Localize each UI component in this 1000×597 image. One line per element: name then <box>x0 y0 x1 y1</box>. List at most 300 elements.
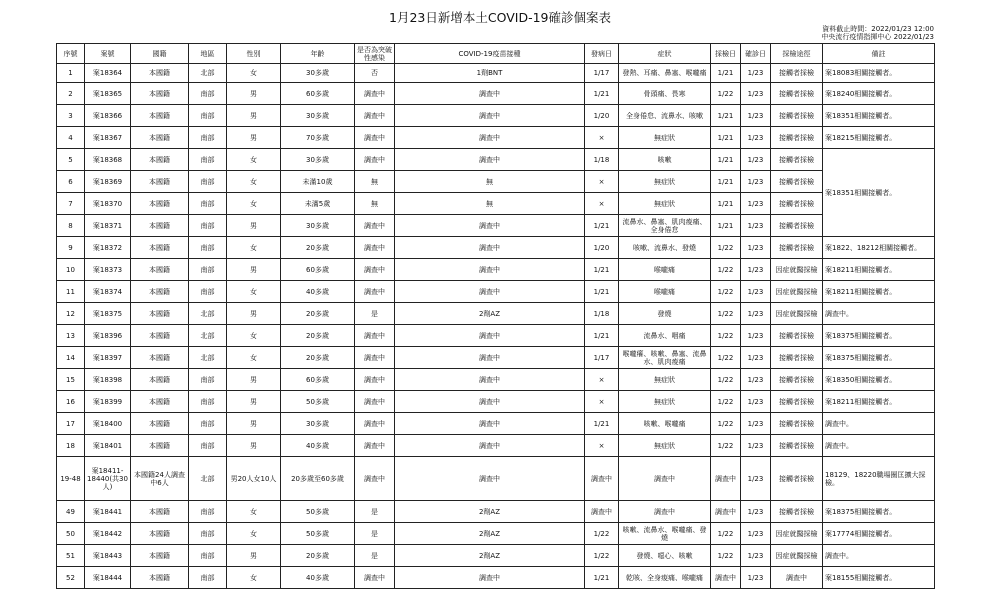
cell-note: 案18211相關接觸者。 <box>823 281 935 303</box>
cell-conf: 1/23 <box>741 435 771 457</box>
cell-conf: 1/23 <box>741 259 771 281</box>
table-header-row <box>57 44 935 64</box>
cell-test: 1/21 <box>711 193 741 215</box>
cell-age: 50多歲 <box>281 523 355 545</box>
cell-sex: 男 <box>227 369 281 391</box>
cell-conf: 1/23 <box>741 303 771 325</box>
cell-area: 南部 <box>189 369 227 391</box>
cell-area: 南部 <box>189 127 227 149</box>
cell-case: 案18371 <box>85 215 131 237</box>
cell-vac: 調查中 <box>395 325 585 347</box>
cell-vac: 調查中 <box>395 567 585 589</box>
cell-conf: 1/23 <box>741 325 771 347</box>
cell-bt: 調查中 <box>355 215 395 237</box>
cell-area: 南部 <box>189 567 227 589</box>
cell-route: 因症就醫採檢 <box>771 545 823 567</box>
cell-sex: 女 <box>227 325 281 347</box>
cell-case: 案18365 <box>85 83 131 105</box>
cell-onset: 1/20 <box>585 237 619 259</box>
cell-conf: 1/23 <box>741 105 771 127</box>
cell-age: 20多歲 <box>281 303 355 325</box>
cell-onset: × <box>585 171 619 193</box>
column-header: 採檢途徑 <box>771 44 823 64</box>
cell-sex: 男 <box>227 545 281 567</box>
cell-sex: 男 <box>227 105 281 127</box>
cell-case: 案18367 <box>85 127 131 149</box>
cell-no: 12 <box>57 303 85 325</box>
cell-nat: 本國籍 <box>131 83 189 105</box>
cell-no: 5 <box>57 149 85 171</box>
cell-area: 南部 <box>189 237 227 259</box>
cell-sym: 流鼻水、鼻塞、肌肉痠痛、全身倦怠 <box>619 215 711 237</box>
cell-area: 南部 <box>189 523 227 545</box>
table-row <box>57 501 935 523</box>
cell-sex: 男 <box>227 391 281 413</box>
cell-nat: 本國籍 <box>131 171 189 193</box>
cell-age: 40多歲 <box>281 435 355 457</box>
cell-area: 南部 <box>189 259 227 281</box>
cell-vac: 2劑AZ <box>395 523 585 545</box>
cell-no: 1 <box>57 64 85 83</box>
cell-case: 案18411-18440(共30人) <box>85 457 131 501</box>
cell-bt: 調查中 <box>355 83 395 105</box>
cell-route: 接觸者採檢 <box>771 369 823 391</box>
cell-bt: 是 <box>355 523 395 545</box>
cell-vac: 調查中 <box>395 281 585 303</box>
cell-sym: 咳嗽、流鼻水、發燒 <box>619 237 711 259</box>
cell-area: 北部 <box>189 303 227 325</box>
cell-bt: 調查中 <box>355 149 395 171</box>
cell-vac: 調查中 <box>395 105 585 127</box>
cell-area: 北部 <box>189 457 227 501</box>
cell-vac: 調查中 <box>395 237 585 259</box>
cell-sex: 男 <box>227 215 281 237</box>
cell-sym: 發熱、耳痛、鼻塞、喉嚨痛 <box>619 64 711 83</box>
cell-onset: 1/18 <box>585 303 619 325</box>
table-row <box>57 567 935 589</box>
cell-no: 18 <box>57 435 85 457</box>
cell-conf: 1/23 <box>741 391 771 413</box>
cell-test: 調查中 <box>711 501 741 523</box>
cell-sex: 女 <box>227 149 281 171</box>
cell-onset: 1/18 <box>585 149 619 171</box>
cell-note: 調查中。 <box>823 413 935 435</box>
cell-no: 7 <box>57 193 85 215</box>
cell-age: 30多歲 <box>281 64 355 83</box>
cell-case: 案18375 <box>85 303 131 325</box>
cell-note: 案17774相關接觸者。 <box>823 523 935 545</box>
cell-vac: 無 <box>395 171 585 193</box>
cell-vac: 調查中 <box>395 457 585 501</box>
cell-onset: 1/21 <box>585 413 619 435</box>
cell-case: 案18368 <box>85 149 131 171</box>
table-row <box>57 127 935 149</box>
cell-no: 15 <box>57 369 85 391</box>
cell-case: 案18373 <box>85 259 131 281</box>
cell-sym: 調查中 <box>619 501 711 523</box>
cell-note: 案18211相關接觸者。 <box>823 259 935 281</box>
cell-route: 接觸者採檢 <box>771 149 823 171</box>
cell-case: 案18372 <box>85 237 131 259</box>
cell-nat: 本國籍 <box>131 369 189 391</box>
cell-vac: 調查中 <box>395 259 585 281</box>
cell-vac: 2劑AZ <box>395 545 585 567</box>
cell-no: 49 <box>57 501 85 523</box>
cell-nat: 本國籍 <box>131 105 189 127</box>
cell-age: 50多歲 <box>281 391 355 413</box>
cell-bt: 否 <box>355 64 395 83</box>
cell-onset: 調查中 <box>585 457 619 501</box>
cell-route: 接觸者採檢 <box>771 237 823 259</box>
cell-case: 案18398 <box>85 369 131 391</box>
cell-note: 調查中。 <box>823 303 935 325</box>
cell-test: 1/22 <box>711 259 741 281</box>
table-row <box>57 281 935 303</box>
cell-area: 南部 <box>189 281 227 303</box>
cell-nat: 本國籍 <box>131 127 189 149</box>
cell-sex: 男 <box>227 83 281 105</box>
table-row <box>57 303 935 325</box>
cell-route: 接觸者採檢 <box>771 127 823 149</box>
cell-area: 北部 <box>189 325 227 347</box>
cell-bt: 調查中 <box>355 127 395 149</box>
cell-sex: 女 <box>227 567 281 589</box>
cell-test: 1/21 <box>711 149 741 171</box>
cell-route: 接觸者採檢 <box>771 105 823 127</box>
column-header: 性別 <box>227 44 281 64</box>
cell-sym: 無症狀 <box>619 171 711 193</box>
cell-no: 17 <box>57 413 85 435</box>
cell-route: 接觸者採檢 <box>771 83 823 105</box>
cell-route: 因症就醫採檢 <box>771 259 823 281</box>
cell-age: 20多歲 <box>281 347 355 369</box>
cell-sym: 喉嚨痛 <box>619 281 711 303</box>
cell-note: 案18155相關接觸者。 <box>823 567 935 589</box>
cell-test: 1/22 <box>711 369 741 391</box>
table-row <box>57 64 935 83</box>
cell-bt: 是 <box>355 303 395 325</box>
table-row <box>57 347 935 369</box>
cell-conf: 1/23 <box>741 215 771 237</box>
table-row <box>57 369 935 391</box>
cell-route: 調查中 <box>771 567 823 589</box>
cell-bt: 調查中 <box>355 259 395 281</box>
table-row <box>57 237 935 259</box>
cell-nat: 本國籍 <box>131 259 189 281</box>
cell-route: 接觸者採檢 <box>771 171 823 193</box>
cell-case: 案18369 <box>85 171 131 193</box>
table-row <box>57 149 935 171</box>
cell-age: 40多歲 <box>281 281 355 303</box>
cell-sex: 女 <box>227 237 281 259</box>
cell-test: 1/22 <box>711 237 741 259</box>
cell-nat: 本國籍 <box>131 64 189 83</box>
cell-sex: 男 <box>227 303 281 325</box>
cell-no: 6 <box>57 171 85 193</box>
cell-conf: 1/23 <box>741 171 771 193</box>
cell-note: 案18083相關接觸者。 <box>823 64 935 83</box>
column-header: 確診日 <box>741 44 771 64</box>
cell-no: 50 <box>57 523 85 545</box>
cell-conf: 1/23 <box>741 149 771 171</box>
cell-onset: × <box>585 369 619 391</box>
cell-nat: 本國籍 <box>131 567 189 589</box>
cell-no: 16 <box>57 391 85 413</box>
cell-sym: 咳嗽、喉嚨痛 <box>619 413 711 435</box>
cell-area: 北部 <box>189 347 227 369</box>
cell-note: 案18375相關接觸者。 <box>823 325 935 347</box>
cell-route: 接觸者採檢 <box>771 347 823 369</box>
cell-sym: 無症狀 <box>619 435 711 457</box>
cell-test: 1/22 <box>711 83 741 105</box>
cell-area: 南部 <box>189 105 227 127</box>
cell-case: 案18441 <box>85 501 131 523</box>
cell-sex: 女 <box>227 64 281 83</box>
column-header: 序號 <box>57 44 85 64</box>
table-row <box>57 413 935 435</box>
cell-test: 1/22 <box>711 391 741 413</box>
cell-route: 接觸者採檢 <box>771 501 823 523</box>
column-header: 備註 <box>823 44 935 64</box>
cell-conf: 1/23 <box>741 457 771 501</box>
cell-bt: 調查中 <box>355 369 395 391</box>
cell-vac: 2劑AZ <box>395 501 585 523</box>
cell-nat: 本國籍 <box>131 325 189 347</box>
cell-route: 接觸者採檢 <box>771 64 823 83</box>
cell-bt: 調查中 <box>355 105 395 127</box>
cell-sex: 女 <box>227 523 281 545</box>
cell-no: 4 <box>57 127 85 149</box>
cell-age: 30多歲 <box>281 149 355 171</box>
cell-area: 南部 <box>189 83 227 105</box>
cell-sym: 喉嚨癢、咳嗽、鼻塞、流鼻水、肌肉痠痛 <box>619 347 711 369</box>
cell-vac: 調查中 <box>395 435 585 457</box>
cell-sym: 無症狀 <box>619 193 711 215</box>
cell-age: 20多歲 <box>281 325 355 347</box>
cell-onset: 1/22 <box>585 523 619 545</box>
cell-route: 接觸者採檢 <box>771 325 823 347</box>
cell-conf: 1/23 <box>741 413 771 435</box>
cell-onset: 1/21 <box>585 83 619 105</box>
cell-note: 案18240相關接觸者。 <box>823 83 935 105</box>
cell-case: 案18370 <box>85 193 131 215</box>
cell-test: 1/22 <box>711 523 741 545</box>
table-row <box>57 215 935 237</box>
cell-onset: 1/21 <box>585 259 619 281</box>
cell-onset: 1/22 <box>585 545 619 567</box>
cell-bt: 調查中 <box>355 457 395 501</box>
cell-test: 1/22 <box>711 325 741 347</box>
cell-test: 1/21 <box>711 171 741 193</box>
table-row <box>57 259 935 281</box>
cell-vac: 調查中 <box>395 391 585 413</box>
cell-bt: 調查中 <box>355 237 395 259</box>
cell-age: 30多歲 <box>281 105 355 127</box>
case-table <box>56 43 935 589</box>
cell-conf: 1/23 <box>741 347 771 369</box>
column-header: COVID-19疫苗接種 <box>395 44 585 64</box>
cell-sym: 無症狀 <box>619 127 711 149</box>
cell-bt: 是 <box>355 545 395 567</box>
cell-route: 接觸者採檢 <box>771 193 823 215</box>
cell-sym: 調查中 <box>619 457 711 501</box>
cell-age: 20多歲至60多歲 <box>281 457 355 501</box>
cell-test: 1/21 <box>711 215 741 237</box>
cell-sex: 男 <box>227 435 281 457</box>
cell-area: 南部 <box>189 215 227 237</box>
page-title: 1月23日新增本土COVID-19確診個案表 <box>389 10 611 25</box>
cell-sym: 流鼻水、咽痛 <box>619 325 711 347</box>
cell-route: 接觸者採檢 <box>771 457 823 501</box>
cell-case: 案18400 <box>85 413 131 435</box>
cell-sym: 骨頭痛、畏寒 <box>619 83 711 105</box>
cell-onset: × <box>585 127 619 149</box>
cell-no: 3 <box>57 105 85 127</box>
cell-nat: 本國籍 <box>131 237 189 259</box>
cell-vac: 2劑AZ <box>395 303 585 325</box>
cell-sex: 男 <box>227 127 281 149</box>
table-row <box>57 171 935 193</box>
cell-test: 1/22 <box>711 347 741 369</box>
cell-note-merged: 案18351相關接觸者。 <box>823 149 935 237</box>
cell-vac: 調查中 <box>395 369 585 391</box>
cell-note: 案18375相關接觸者。 <box>823 501 935 523</box>
cell-nat: 本國籍 <box>131 303 189 325</box>
cell-area: 北部 <box>189 64 227 83</box>
cell-vac: 調查中 <box>395 127 585 149</box>
cell-case: 案18443 <box>85 545 131 567</box>
cell-bt: 是 <box>355 501 395 523</box>
cell-area: 南部 <box>189 149 227 171</box>
cell-note: 調查中。 <box>823 435 935 457</box>
table-row <box>57 83 935 105</box>
cell-route: 因症就醫採檢 <box>771 281 823 303</box>
cell-age: 20多歲 <box>281 545 355 567</box>
cell-no: 9 <box>57 237 85 259</box>
cell-sex: 女 <box>227 281 281 303</box>
cell-test: 1/21 <box>711 105 741 127</box>
cell-area: 南部 <box>189 193 227 215</box>
cell-age: 30多歲 <box>281 215 355 237</box>
cell-no: 13 <box>57 325 85 347</box>
cell-sym: 發燒、噁心、咳嗽 <box>619 545 711 567</box>
cell-conf: 1/23 <box>741 369 771 391</box>
cell-conf: 1/23 <box>741 83 771 105</box>
table-row <box>57 523 935 545</box>
cell-bt: 調查中 <box>355 413 395 435</box>
cell-sym: 發燒 <box>619 303 711 325</box>
table-row <box>57 105 935 127</box>
cell-conf: 1/23 <box>741 237 771 259</box>
table-row <box>57 457 935 501</box>
cell-age: 未滿5歲 <box>281 193 355 215</box>
cell-sex: 男 <box>227 259 281 281</box>
cell-bt: 無 <box>355 171 395 193</box>
cell-area: 南部 <box>189 545 227 567</box>
column-header: 採檢日 <box>711 44 741 64</box>
data-cutoff-time: 資料截止時間：2022/01/23 12:00 <box>822 25 934 33</box>
table-row <box>57 193 935 215</box>
cell-case: 案18374 <box>85 281 131 303</box>
cell-case: 案18366 <box>85 105 131 127</box>
cell-onset: 1/21 <box>585 281 619 303</box>
cell-note: 案18351相關接觸者。 <box>823 105 935 127</box>
cell-nat: 本國籍 <box>131 281 189 303</box>
cell-route: 接觸者採檢 <box>771 413 823 435</box>
cell-onset: 1/21 <box>585 215 619 237</box>
cell-case: 案18396 <box>85 325 131 347</box>
cell-note: 案1822、18212相關接觸者。 <box>823 237 935 259</box>
cell-sym: 無症狀 <box>619 369 711 391</box>
column-header: 案號 <box>85 44 131 64</box>
cell-age: 70多歲 <box>281 127 355 149</box>
column-header: 症狀 <box>619 44 711 64</box>
cell-conf: 1/23 <box>741 281 771 303</box>
cell-test: 1/22 <box>711 303 741 325</box>
cell-vac: 無 <box>395 193 585 215</box>
cell-test: 調查中 <box>711 567 741 589</box>
cell-test: 1/22 <box>711 413 741 435</box>
cell-onset: × <box>585 391 619 413</box>
cell-no: 19-48 <box>57 457 85 501</box>
cell-case: 案18397 <box>85 347 131 369</box>
cell-nat: 本國籍 <box>131 215 189 237</box>
cell-route: 因症就醫採檢 <box>771 303 823 325</box>
cell-nat: 本國籍 <box>131 413 189 435</box>
cell-sex: 女 <box>227 193 281 215</box>
cell-sex: 女 <box>227 501 281 523</box>
cell-nat: 本國籍 <box>131 391 189 413</box>
cell-vac: 調查中 <box>395 215 585 237</box>
cell-area: 南部 <box>189 391 227 413</box>
cell-bt: 無 <box>355 193 395 215</box>
cell-bt: 調查中 <box>355 435 395 457</box>
cell-conf: 1/23 <box>741 193 771 215</box>
cell-onset: 1/21 <box>585 325 619 347</box>
cell-no: 51 <box>57 545 85 567</box>
cell-sex: 女 <box>227 347 281 369</box>
cell-age: 40多歲 <box>281 567 355 589</box>
cell-age: 20多歲 <box>281 237 355 259</box>
cell-onset: 1/17 <box>585 64 619 83</box>
cell-route: 接觸者採檢 <box>771 215 823 237</box>
cell-sym: 咳嗽、流鼻水、喉嚨痛、發燒 <box>619 523 711 545</box>
cell-note: 案18215相關接觸者。 <box>823 127 935 149</box>
cell-sym: 喉嚨痛 <box>619 259 711 281</box>
cell-nat: 本國籍 <box>131 523 189 545</box>
cell-test: 1/22 <box>711 545 741 567</box>
cell-nat: 本國籍 <box>131 545 189 567</box>
cell-age: 60多歲 <box>281 83 355 105</box>
table-body <box>57 64 935 589</box>
table-row <box>57 435 935 457</box>
cell-age: 30多歲 <box>281 413 355 435</box>
cell-area: 南部 <box>189 501 227 523</box>
cell-onset: 調查中 <box>585 501 619 523</box>
cell-route: 接觸者採檢 <box>771 391 823 413</box>
cell-conf: 1/23 <box>741 64 771 83</box>
table-row <box>57 545 935 567</box>
cell-no: 14 <box>57 347 85 369</box>
cell-vac: 調查中 <box>395 347 585 369</box>
cell-age: 60多歲 <box>281 369 355 391</box>
cell-age: 60多歲 <box>281 259 355 281</box>
cell-case: 案18364 <box>85 64 131 83</box>
cell-sex: 男20人女10人 <box>227 457 281 501</box>
cell-area: 南部 <box>189 171 227 193</box>
cell-age: 50多歲 <box>281 501 355 523</box>
cell-nat: 本國籍 <box>131 435 189 457</box>
